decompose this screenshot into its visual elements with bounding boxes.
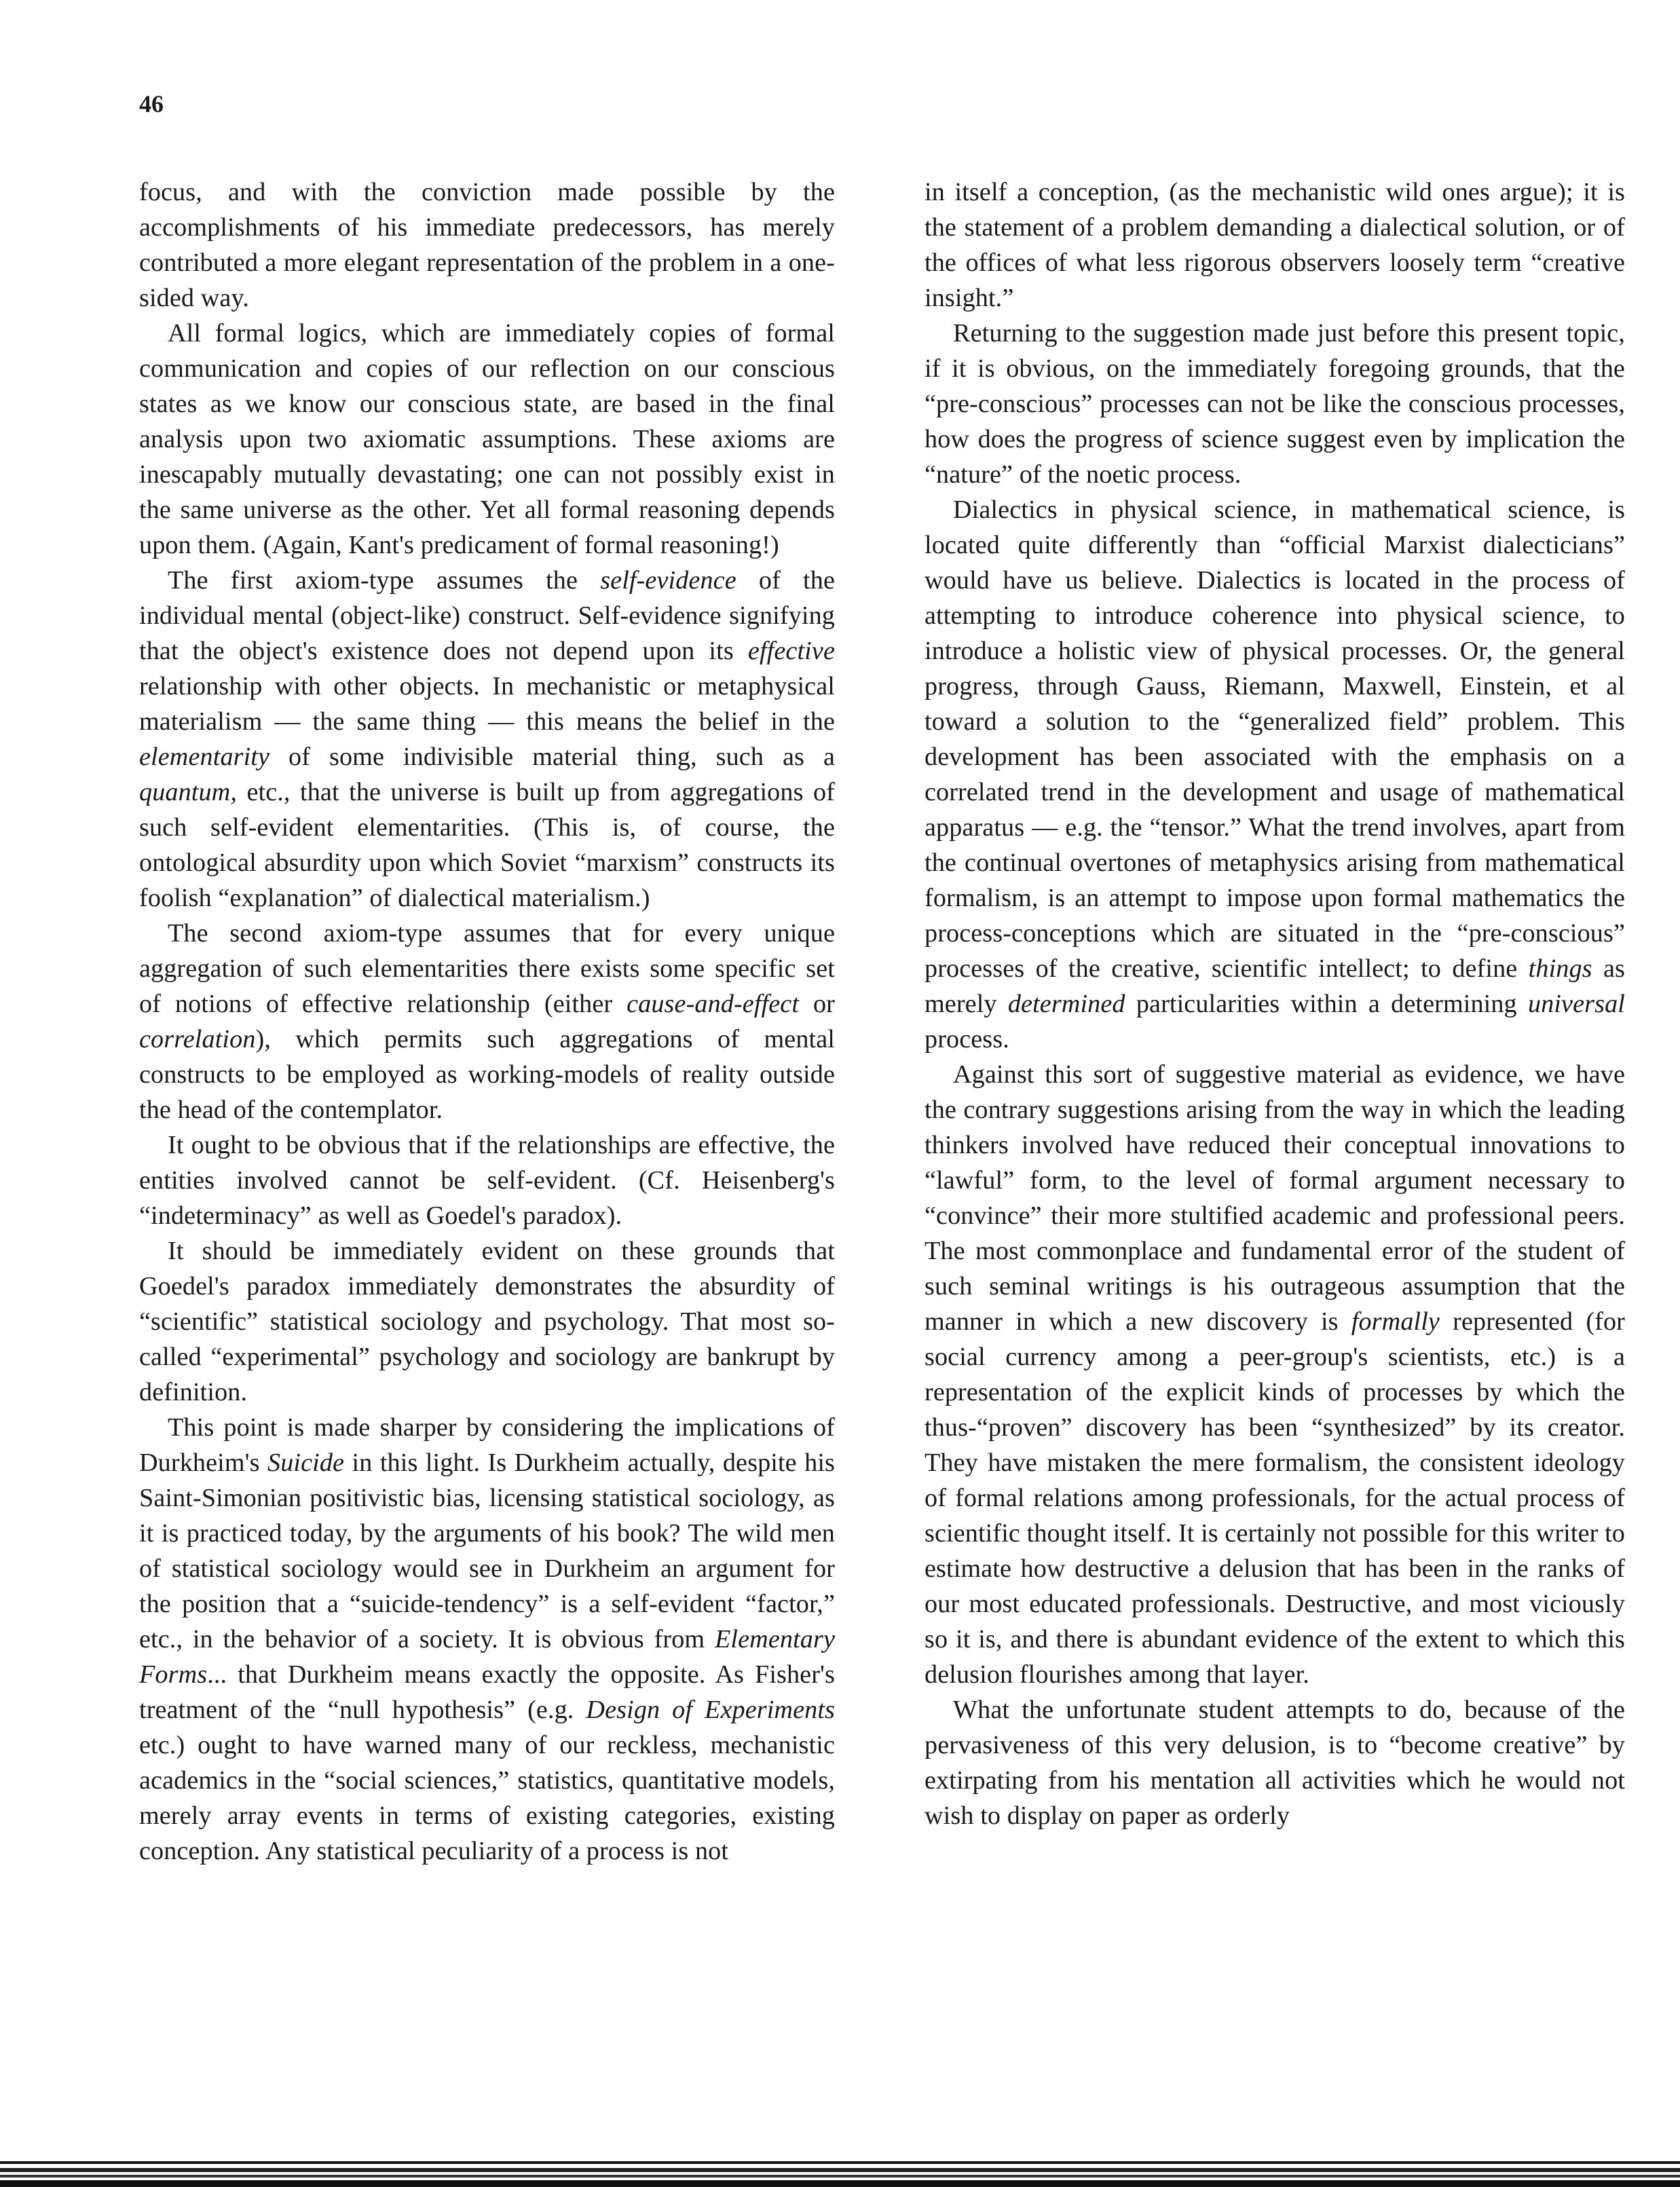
page-number: 46: [139, 90, 164, 117]
paragraph: [139, 916, 835, 1127]
text-run: All formal logics, which are immediately copies of formal communication and copies of our reflection on our conscious states as we know our conscious state, are based in the final analysis upon two axiomatic assumptions. These axioms are inescapably mutually devastating; one can not possibly exist in the same universe as the other. Yet all formal reasoning depends upon them. (Again, Kant's predicament of formal reasoning!): [139, 319, 835, 559]
text-run: process.: [925, 1025, 1009, 1053]
italic-text: correlation: [139, 1025, 256, 1053]
text-run: What the unfortunate student attempts to do, because of the pervasiveness of this very delusion, is to “become creative” by extirpating from his mentation all activities which he would not wish to display on paper as orderly: [925, 1696, 1625, 1830]
left-column: [139, 174, 835, 1869]
italic-text: determined: [1007, 990, 1125, 1018]
page-bottom-edge: [0, 2157, 1680, 2187]
text-run: It should be immediately evident on these grounds that Goedel's paradox immediately demonstrates the absurdity of “scientific” statistical sociology and psychology. That most so-called “experimental” psychology and sociology are bankrupt by definition.: [139, 1237, 835, 1406]
paragraph: [139, 563, 835, 916]
text-run: in itself a conception, (as the mechanistic wild ones argue); it is the statement of a problem demanding a dialectical solution, or of the offices of what less rigorous observers loosely term “creative insight.”: [925, 178, 1625, 312]
text-run: as merely: [925, 954, 1625, 1018]
italic-text: cause-and-effect: [627, 990, 800, 1018]
italic-text: Design of Experiments: [586, 1696, 836, 1724]
text-run: The first axiom-type assumes the: [168, 566, 601, 595]
text-run: This point is made sharper by considering the implications of Durkheim's: [139, 1413, 835, 1477]
paragraph: [925, 316, 1625, 492]
text-run: of the individual mental (object-like) construct. Self-evidence signifying that the object's existence does not depend upon its: [139, 566, 836, 665]
paragraph: [925, 1692, 1625, 1833]
text-run: represented (for social currency among a peer-group's scientists, etc.) is a representation of the explicit kinds of processes by which the thus-“proven” discovery has been “synthesized” by its creator. They have mistaken the mere formalism, the consistent ideology of formal relations among professionals, for the actual process of scientific thought itself. It is certainly not possible for this writer to estimate how destructive a delusion that has been in the ranks of our most educated professionals. Destructive, and most viciously so it is, and there is abundant evidence of the extent to which this delusion flourishes among that layer.: [925, 1307, 1625, 1689]
text-run: Dialectics in physical science, in mathematical science, is located quite differently than “official Marxist dialecticians” would have us believe. Dialectics is located in the process of attempting to introduce coherence into physical science, to introduce a holistic view of physical processes. Or, the general progress, through Gauss, Riemann, Maxwell, Einstein, et al toward a solution to the “generalized field” problem. This development has been associated with the emphasis on a correlated trend in the development and usage of mathematical apparatus — e.g. the “tensor.” What the trend involves, apart from the continual overtones of metaphysics arising from mathematical formalism, is an attempt to impose upon formal mathematics the process-conceptions which are situated in the “pre-conscious” processes of the creative, scientific intellect; to define: [925, 496, 1625, 983]
text-run: Returning to the suggestion made just before this present topic, if it is obvious, on the immediately foregoing grounds, that the “pre-conscious” processes can not be like the conscious processes, how does the progress of science suggest even by implication the “nature” of the noetic process.: [925, 319, 1625, 489]
text-run: etc.) ought to have warned many of our reckless, mechanistic academics in the “social sciences,” statistics, quantitative models, merely array events in terms of existing categories, existing conception. Any statistical peculiarity of a process is not: [139, 1731, 835, 1865]
italic-text: Elementary Forms: [139, 1625, 835, 1689]
text-run: ... that Durkheim means exactly the opposite. As Fisher's treatment of the “null hypothesis” (e.g.: [139, 1660, 835, 1724]
italic-text: universal: [1527, 990, 1625, 1018]
italic-text: self-evidence: [600, 566, 736, 595]
paragraph: [925, 1057, 1625, 1692]
text-run: etc., that the universe is built up from aggregations of such self-evident elementarities. (This is, of course, the ontological absurdity upon which Soviet “marxism” constructs its foolish “explanation” of dialectical materialism.): [139, 778, 835, 912]
paragraph: [925, 174, 1625, 316]
text-run: Against this sort of suggestive material as evidence, we have the contrary suggestions arising from the way in which the leading thinkers involved have reduced their conceptual innovations to “lawful” form, to the level of formal argument necessary to “convince” their more stultified academic and professional peers. The most commonplace and fundamental error of the student of such seminal writings is his outrageous assumption that the manner in which a new discovery is: [925, 1060, 1625, 1336]
text-run: ), which permits such aggregations of mental constructs to be employed as working-models of reality outside the head of the contemplator.: [139, 1025, 835, 1124]
italic-text: quantum,: [139, 778, 238, 806]
text-run: or: [799, 990, 835, 1018]
italic-text: things: [1528, 954, 1592, 983]
paragraph: [925, 492, 1625, 1057]
paragraph: [139, 316, 835, 563]
text-run: of some indivisible material thing, such as a: [269, 743, 835, 771]
text-run: The second axiom-type assumes that for every unique aggregation of such elementarities there exists some specific set of notions of effective relationship (either: [139, 919, 835, 1018]
text-run: It ought to be obvious that if the relationships are effective, the entities involved cannot be self-evident. (Cf. Heisenberg's “indeterminacy” as well as Goedel's paradox).: [139, 1131, 835, 1230]
text-run: particularities within a determining: [1125, 990, 1528, 1018]
right-column: [925, 174, 1625, 1833]
text-run: focus, and with the conviction made possible by the accomplishments of his immediate predecessors, has merely contributed a more elegant representation of the problem in a one-sided way.: [139, 178, 835, 312]
text-run: relationship with other objects. In mechanistic or metaphysical materialism — the same thing — this means the belief in the: [139, 672, 835, 736]
paragraph: [139, 1233, 835, 1410]
paragraph: [139, 174, 835, 316]
paragraph: [139, 1410, 835, 1869]
text-run: in this light. Is Durkheim actually, despite his Saint-Simonian positivistic bias, licensing statistical sociology, as it is practiced today, by the arguments of his book? The wild men of statistical sociology would see in Durkheim an argument for the position that a “suicide-tendency” is a self-evident “factor,” etc., in the behavior of a society. It is obvious from: [139, 1448, 836, 1653]
paragraph: [139, 1127, 835, 1233]
italic-text: formally: [1351, 1307, 1440, 1336]
italic-text: effective: [747, 637, 835, 665]
italic-text: Suicide: [267, 1448, 345, 1477]
italic-text: elementarity: [139, 743, 270, 771]
